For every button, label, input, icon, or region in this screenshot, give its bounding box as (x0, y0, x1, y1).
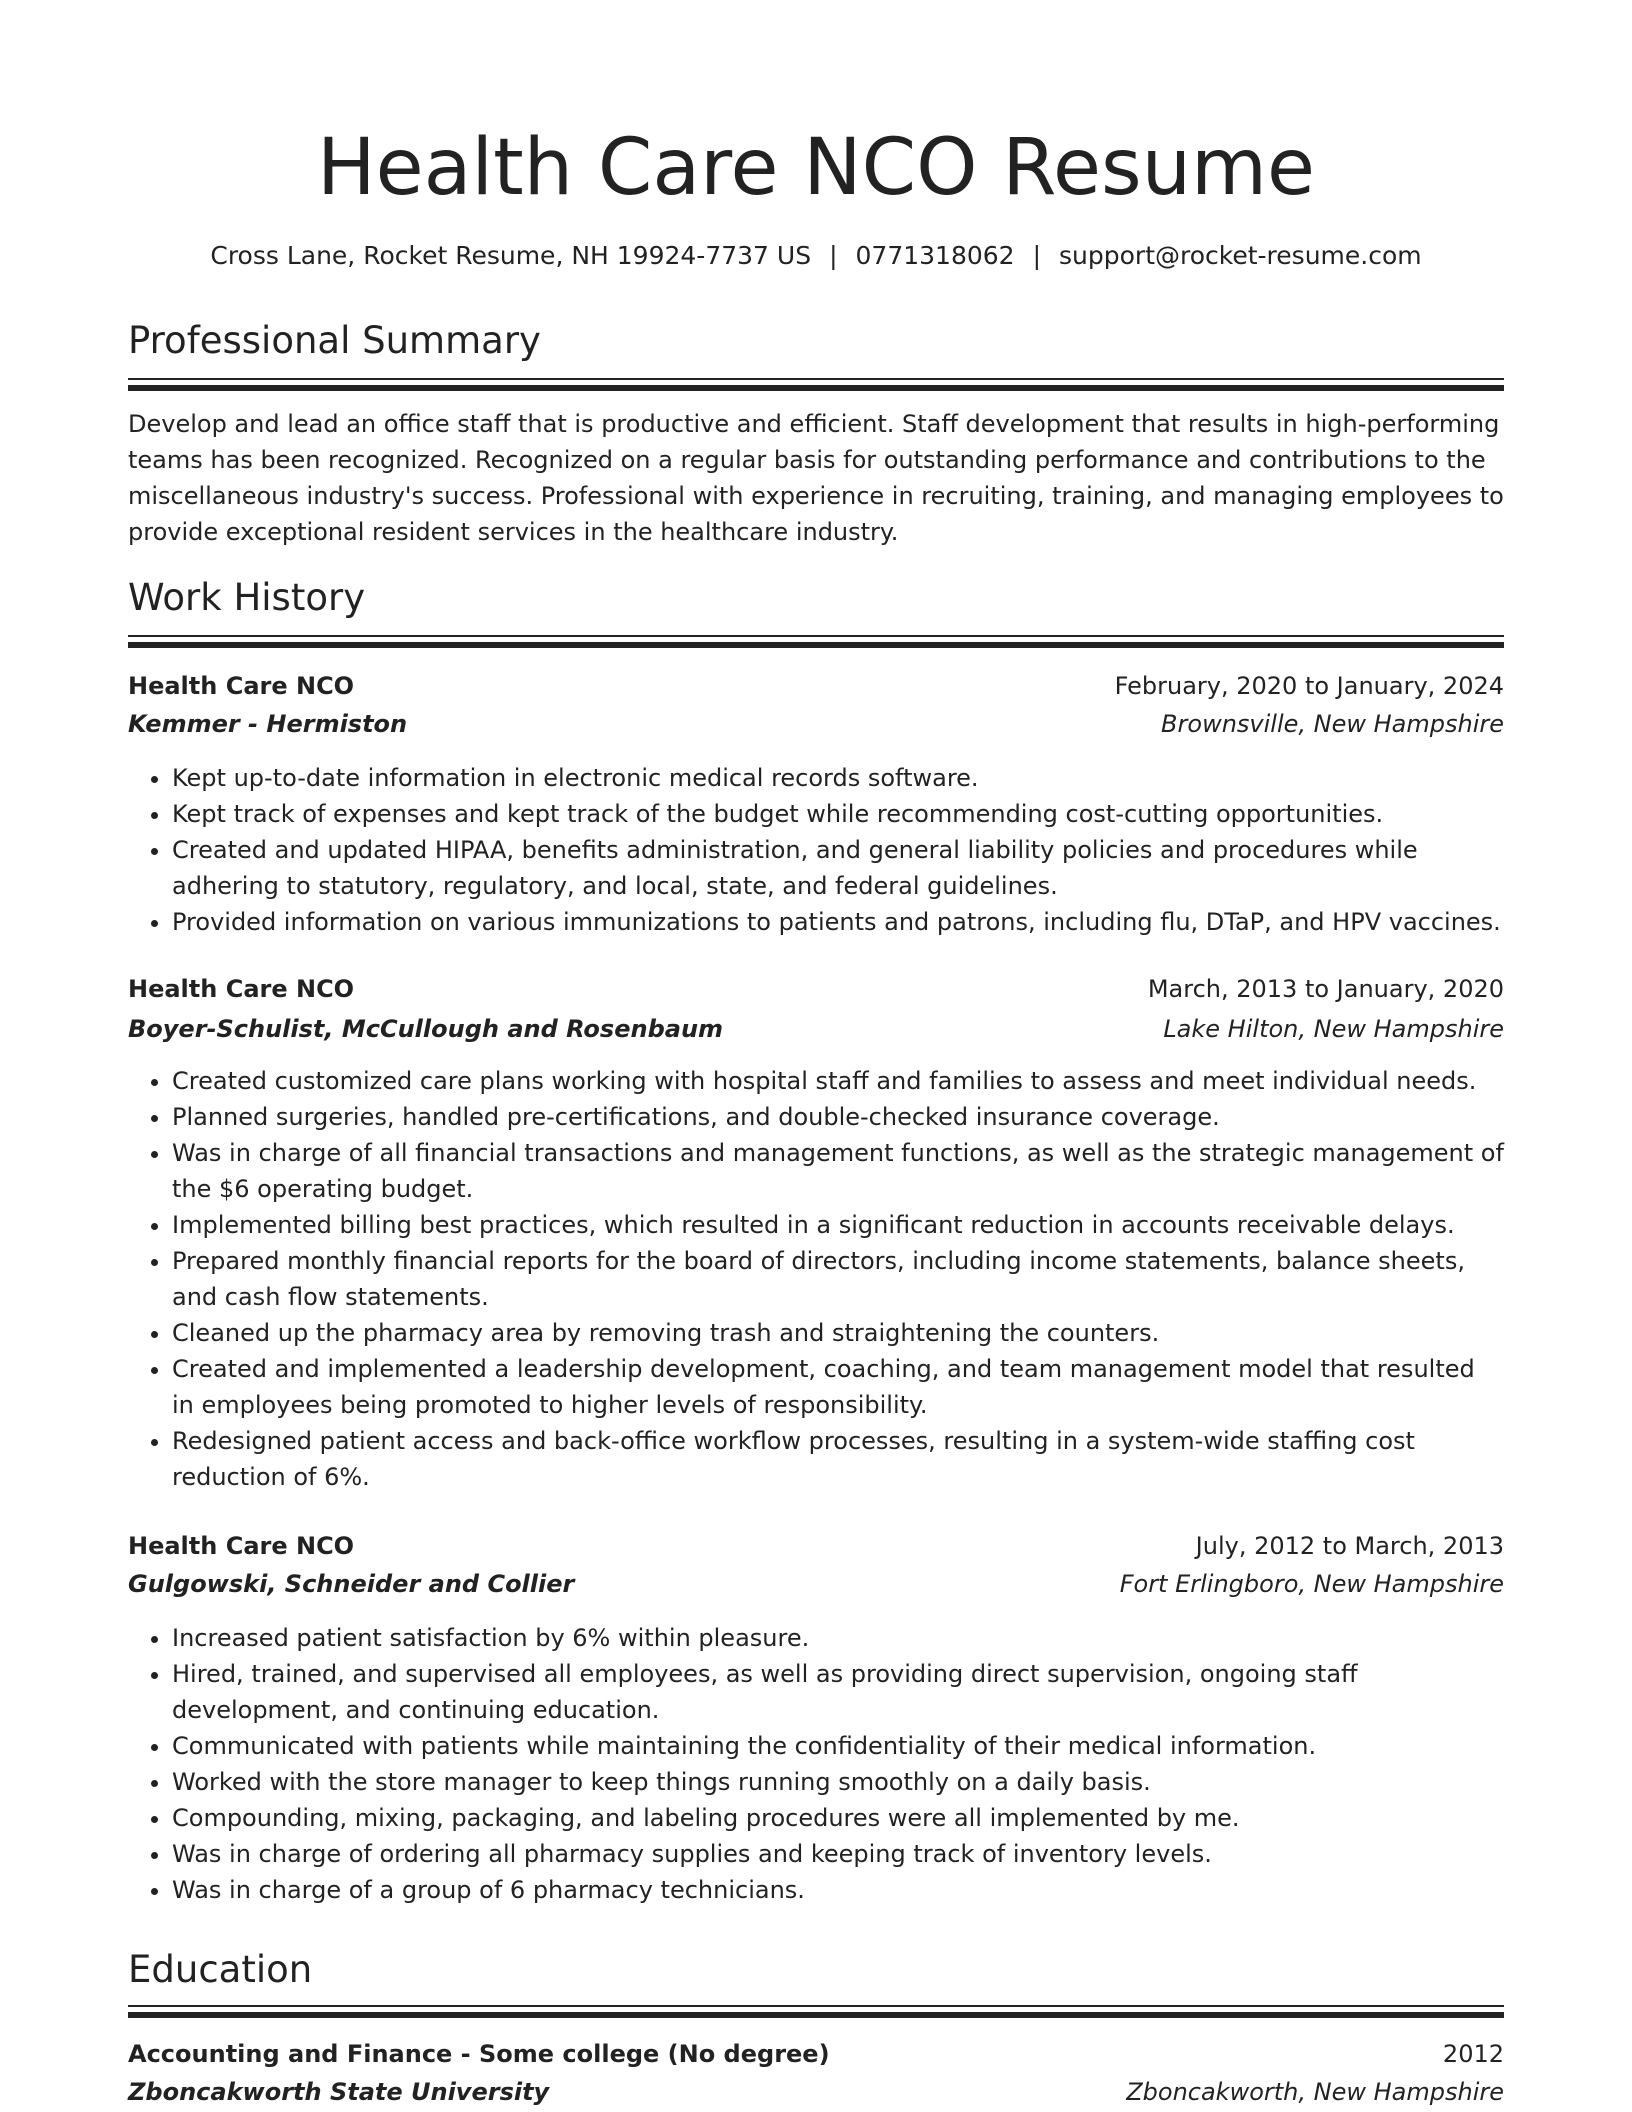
list-item: • Communicated with patients while maintaining the confidentiality of their medical information. (172, 1728, 1504, 1764)
job-bullets (128, 1063, 1504, 1495)
list-item: • Cleaned up the pharmacy area by removing trash and straightening the counters. (172, 1315, 1504, 1351)
resume-title: Health Care NCO Resume (316, 123, 1316, 213)
job-location: Brownsville, New Hampshire (1161, 710, 1504, 738)
education-school: Zboncakworth State University (128, 2078, 550, 2106)
job-subheader (128, 1565, 1504, 1603)
contact-address: Cross Lane, Rocket Resume, NH 19924-7737 US (210, 241, 812, 270)
list-item: • Compounding, mixing, packaging, and labeling procedures were all implemented by me. (172, 1800, 1504, 1836)
list-item: • Provided information on various immunizations to patients and patrons, including flu, DTaP, and HPV vaccines. (172, 904, 1504, 940)
education-location: Zboncakworth, New Hampshire (1126, 2078, 1504, 2106)
list-item: • Created and implemented a leadership development, coaching, and team management model that resulted in employees being promoted to higher levels of responsibility. (172, 1351, 1504, 1423)
job-header (128, 970, 1504, 1008)
job-location: Fort Erlingboro, New Hampshire (1119, 1570, 1504, 1598)
list-item: • Was in charge of all financial transactions and management functions, as well as the strategic management of the $6 operating budget. (172, 1135, 1504, 1207)
list-item: • Created customized care plans working with hospital staff and families to assess and meet individual needs. (172, 1063, 1504, 1099)
education-header (128, 2035, 1504, 2073)
job-subheader (128, 1010, 1504, 1048)
job-location: Lake Hilton, New Hampshire (1163, 1015, 1504, 1043)
summary-text: Develop and lead an office staff that is productive and efficient. Staff development that results in high-performing teams has been recognized. Recognized on a regular basis for outstanding performance and contributions to the miscellaneous industry's success. Professional with experience in recruiting, training, and managing employees to provide exceptional resident services in the healthcare industry. (128, 410, 1504, 546)
list-item: • Created and updated HIPAA, benefits administration, and general liability policies and procedures while adhering to statutory, regulatory, and local, state, and federal guidelines. (172, 832, 1504, 904)
job-dates: February, 2020 to January, 2024 (1114, 672, 1504, 700)
job-title: Health Care NCO (128, 672, 355, 700)
education-year: 2012 (1442, 2040, 1504, 2068)
section-divider (128, 635, 1504, 649)
section-heading-summary: Professional Summary (128, 319, 541, 362)
contact-line (128, 238, 1504, 274)
list-item: • Kept track of expenses and kept track of the budget while recommending cost-cutting opportunities. (172, 796, 1504, 832)
section-divider (128, 378, 1504, 392)
contact-email: support@rocket-resume.com (1059, 241, 1422, 270)
list-item: • Planned surgeries, handled pre-certifications, and double-checked insurance coverage. (172, 1099, 1504, 1135)
contact-separator: | (1032, 241, 1042, 270)
job-company: Kemmer - Hermiston (128, 710, 408, 738)
list-item: • Implemented billing best practices, which resulted in a significant reduction in accounts receivable delays. (172, 1207, 1504, 1243)
contact-phone: 0771318062 (855, 241, 1015, 270)
section-heading-work-history: Work History (128, 576, 366, 619)
list-item: • Worked with the store manager to keep things running smoothly on a daily basis. (172, 1764, 1504, 1800)
job-company: Boyer-Schulist, McCullough and Rosenbaum (128, 1015, 724, 1043)
list-item: • Kept up-to-date information in electronic medical records software. (172, 760, 1504, 796)
education-subheader (128, 2073, 1504, 2111)
job-dates: July, 2012 to March, 2013 (1195, 1532, 1504, 1560)
job-subheader (128, 705, 1504, 743)
list-item: • Redesigned patient access and back-office workflow processes, resulting in a system-wide staffing cost reduction of 6%. (172, 1423, 1504, 1495)
contact-separator: | (829, 241, 838, 270)
list-item: • Prepared monthly financial reports for the board of directors, including income statements, balance sheets, and cash flow statements. (172, 1243, 1504, 1315)
job-title: Health Care NCO (128, 1532, 355, 1560)
list-item: • Was in charge of ordering all pharmacy supplies and keeping track of inventory levels. (172, 1836, 1504, 1872)
job-title: Health Care NCO (128, 975, 355, 1003)
list-item: • Was in charge of a group of 6 pharmacy technicians. (172, 1872, 1504, 1908)
list-item: • Increased patient satisfaction by 6% within pleasure. (172, 1620, 1504, 1656)
job-header (128, 667, 1504, 705)
job-dates: March, 2013 to January, 2020 (1147, 975, 1504, 1003)
education-degree: Accounting and Finance - Some college (No degree) (128, 2040, 830, 2068)
list-item: • Hired, trained, and supervised all employees, as well as providing direct supervision, ongoing staff development, and continuing education. (172, 1656, 1504, 1728)
job-header (128, 1527, 1504, 1565)
section-divider (128, 2005, 1504, 2019)
job-company: Gulgowski, Schneider and Collier (128, 1570, 575, 1598)
section-heading-education: Education (128, 1948, 313, 1991)
job-bullets (128, 1620, 1504, 1908)
job-bullets (128, 760, 1504, 940)
